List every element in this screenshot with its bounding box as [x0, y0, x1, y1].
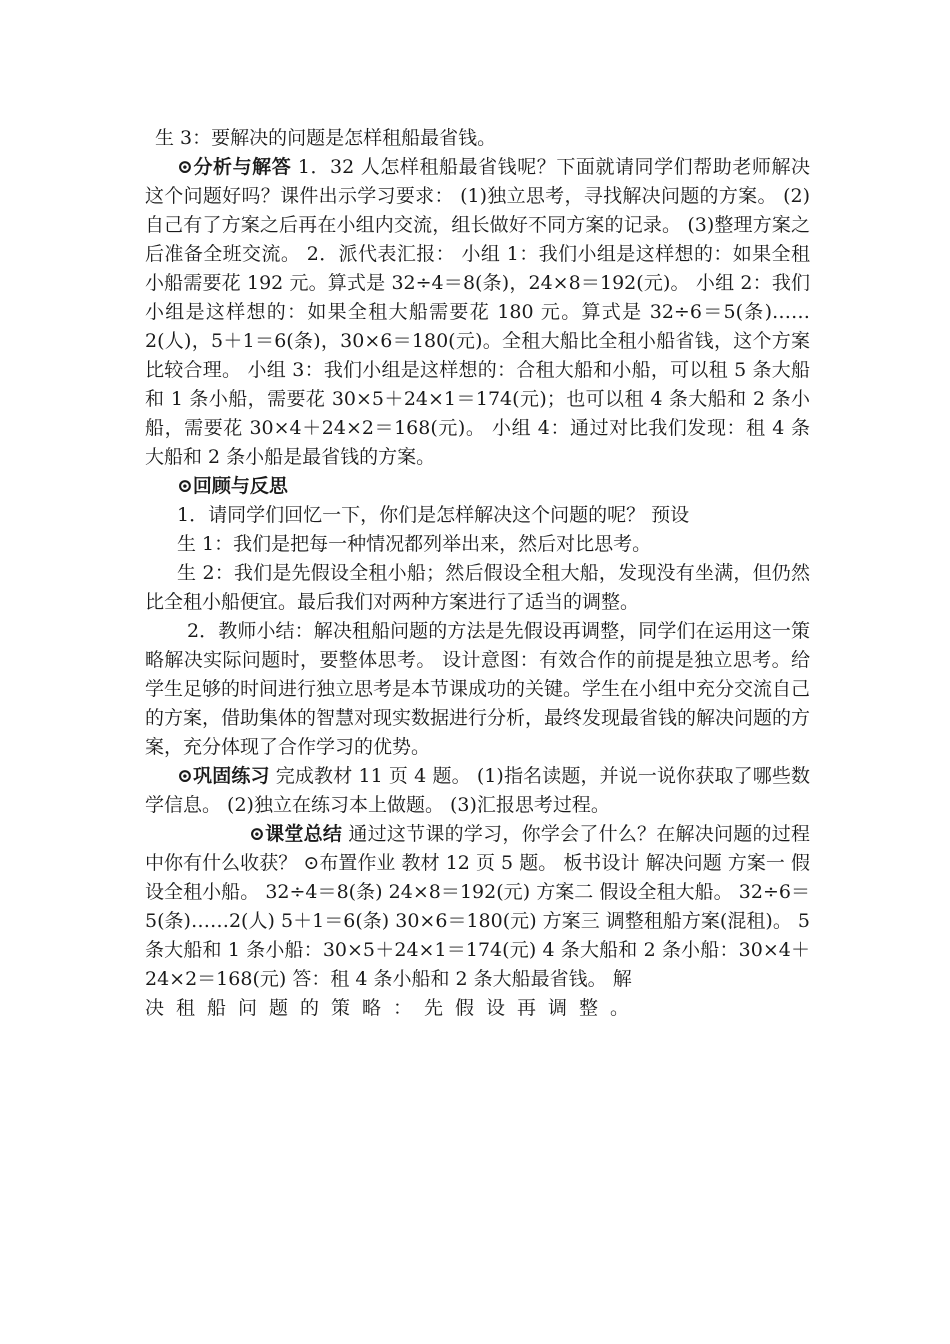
document-body	[145, 124, 810, 1023]
paragraph-text: 2．教师小结：解决租船问题的方法是先假设再调整，同学们在运用这一策略解决实际问题时，要整体思考。 设计意图：有效合作的前提是独立思考。给学生足够的时间进行独立思考是本节课成功的关键。学生在小组中充分交流自己的方案，借助集体的智慧对现实数据进行分析，最终发现最省钱的解决问题的方案，充分体现了合作学习的优势。	[145, 620, 811, 758]
paragraph-review-q1	[145, 501, 810, 530]
paragraph-practice	[145, 762, 810, 820]
section-heading-summary: ⊙课堂总结	[249, 823, 343, 845]
paragraph-text: 完成教材 11 页 4 题。 (1)指名读题，并说一说你获取了哪些数学信息。 (2)独立在练习本上做题。 (3)汇报思考过程。	[145, 765, 810, 816]
paragraph-review-heading	[145, 472, 810, 501]
paragraph-text: 通过这节课的学习，你学会了什么？在解决问题的过程中你有什么收获？ ⊙布置作业 教材 12 页 5 题。 板书设计 解决问题 方案一 假设全租小船。 32÷4＝8(条) 24×8＝192(元) 方案二 假设全租大船。 32÷6＝5(条)……2(人) 5＋1＝6(条) 30×6＝180(元) 方案三 调整租船方案(混租)。 5 条大船和 1 条小船：30×5＋24×1＝174(元) 4 条大船和 2 条小船：30×4＋24×2＝168(元) 答：租 4 条小船和 2 条大船最省钱。 解	[145, 823, 811, 990]
paragraph-class-summary	[145, 820, 810, 994]
paragraph-student1	[145, 530, 810, 559]
section-heading-review: ⊙回顾与反思	[177, 475, 288, 497]
paragraph-teacher-summary	[145, 617, 810, 762]
paragraph-text: 1．请同学们回忆一下，你们是怎样解决这个问题的呢？ 预设	[177, 504, 690, 526]
paragraph-text: 1．32 人怎样租船最省钱呢？下面就请同学们帮助老师解决这个问题好吗？课件出示学习要求： (1)独立思考，寻找解决问题的方案。 (2)自己有了方案之后再在小组内交流，组长做好不同方案的记录。 (3)整理方案之后准备全班交流。 2．派代表汇报： 小组 1：我们小组是这样想的：如果全租小船需要花 192 元。算式是 32÷4＝8(条)，24×8＝192(元)。 小组 2：我们小组是这样想的：如果全租大船需要花 180 元。算式是 32÷6＝5(条)……2(人)，5＋1＝6(条)，30×6＝180(元)。全租大船比全租小船省钱，这个方案比较合理。 小组 3：我们小组是这样想的：合租大船和小船，可以租 5 条大船和 1 条小船，需要花 30×5＋24×1＝174(元)；也可以租 4 条大船和 2 条小船，需要花 30×4＋24×2＝168(元)。 小组 4：通过对比我们发现：租 4 条大船和 2 条小船是最省钱的方案。	[145, 156, 810, 468]
paragraph-strategy	[145, 994, 810, 1023]
paragraph-student2	[145, 559, 810, 617]
paragraph-text: 生 3：要解决的问题是怎样租船最省钱。	[155, 127, 497, 149]
paragraph-text: 生 2：我们是先假设全租小船；然后假设全租大船，发现没有坐满，但仍然比全租小船便宜。最后我们对两种方案进行了适当的调整。	[145, 562, 810, 613]
paragraph-text: 决租船问题的策略：先假设再调整。	[145, 997, 642, 1019]
section-heading-analysis: ⊙分析与解答	[177, 156, 292, 178]
section-heading-practice: ⊙巩固练习	[177, 765, 270, 787]
paragraph-student3	[145, 124, 810, 153]
paragraph-text: 生 1：我们是把每一种情况都列举出来，然后对比思考。	[177, 533, 652, 555]
paragraph-analysis	[145, 153, 810, 472]
